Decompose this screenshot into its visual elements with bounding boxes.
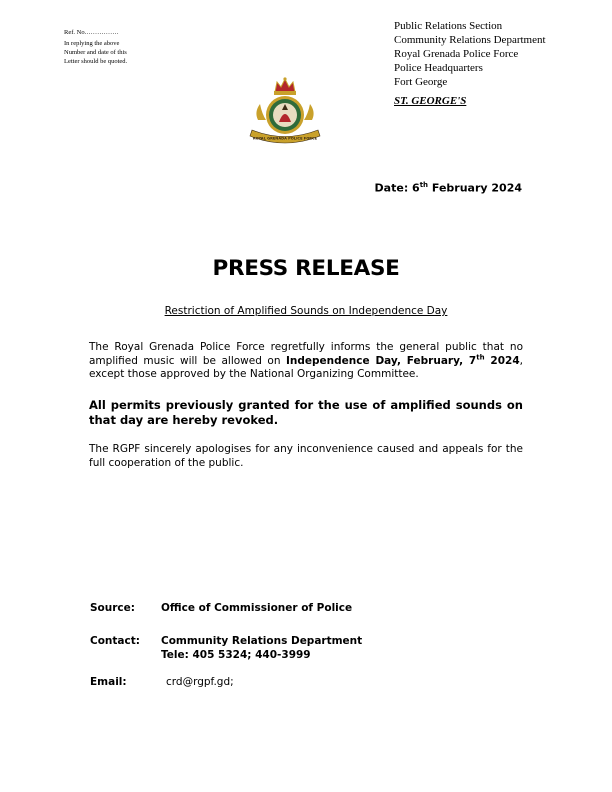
p1-bold-sup: th: [476, 353, 485, 361]
reference-instruction-line-2: Number and date of this: [64, 49, 127, 56]
source-label: Source:: [90, 602, 135, 614]
crown-icon: [274, 77, 296, 95]
police-crest-logo: [246, 76, 324, 150]
email-label: Email:: [90, 676, 127, 688]
address-line-headquarters: Police Headquarters: [394, 62, 483, 74]
address-line-department: Community Relations Department: [394, 34, 546, 46]
paragraph-announcement: [89, 341, 523, 382]
crest-scroll-text: ROYAL GRENADA POLICE FORCE: [252, 136, 318, 141]
address-city: ST. GEORGE'S: [394, 95, 467, 107]
page-title: PRESS RELEASE: [212, 256, 400, 281]
date-rest: February 2024: [428, 181, 522, 195]
email-link[interactable]: crd@rgpf.gd;: [166, 676, 234, 688]
contact-phone: Tele: 405 5324; 440-3999: [161, 649, 311, 661]
address-line-fort: Fort George: [394, 76, 448, 88]
address-line-force: Royal Grenada Police Force: [394, 48, 519, 60]
contact-label: Contact:: [90, 635, 140, 647]
date-suffix: th: [419, 181, 429, 189]
date-prefix: Date: 6: [374, 181, 420, 195]
address-line-section: Public Relations Section: [394, 20, 503, 32]
p1-bold-a: Independence Day, February, 7: [286, 354, 477, 367]
release-subtitle: Restriction of Amplified Sounds on Independence Day: [164, 305, 448, 317]
reference-instruction-line-1: In replying the above: [64, 40, 120, 47]
p1-text-b: , except those approved by the National Organizing Committee.: [89, 354, 523, 380]
reference-number: Ref. No.……………: [64, 29, 119, 36]
p1-text-a: The Royal Grenada Police Force regretfully informs the general public that no amplified music will be allowed on: [89, 341, 523, 367]
reference-instruction-line-3: Letter should be quoted.: [64, 58, 128, 65]
p1-bold-b: 2024: [484, 354, 520, 367]
release-date: [375, 181, 522, 195]
source-value: Office of Commissioner of Police: [161, 602, 353, 614]
paragraph-permits-revoked: All permits previously granted for the use of amplified sounds on that day are hereby revoked.: [89, 398, 523, 427]
contact-department: Community Relations Department: [161, 635, 363, 647]
paragraph-apology: The RGPF sincerely apologises for any inconvenience caused and appeals for the full cooperation of the public.: [89, 443, 523, 469]
